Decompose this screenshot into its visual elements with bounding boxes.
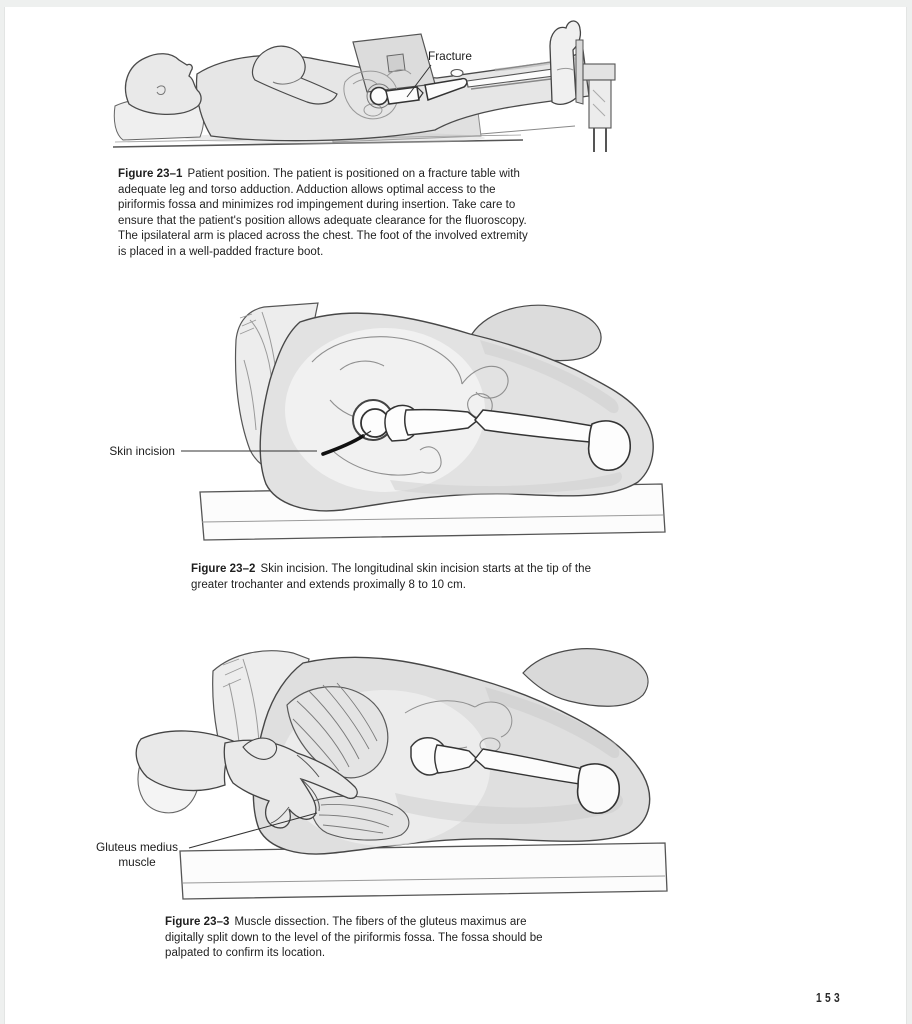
patella xyxy=(451,70,463,77)
figure-23-1-illustration xyxy=(105,10,625,165)
page-number: 153 xyxy=(816,991,843,1005)
gluteus-medius-label-line2: muscle xyxy=(118,855,156,869)
figure-23-3-caption-text: Muscle dissection. The fibers of the gluteus maximus are digitally split down to the level of the piriformis fossa. The fossa should be palpated to confirm its location. xyxy=(165,916,543,960)
figure-23-3-illustration xyxy=(75,643,725,913)
figure-23-1-caption-number: Figure 23–1 xyxy=(118,168,183,180)
contralateral-leg xyxy=(523,649,648,707)
femoral-condyle xyxy=(578,764,620,813)
figure-23-1-caption xyxy=(118,167,530,261)
gluteus-medius-label-line1: Gluteus medius xyxy=(96,840,178,854)
fracture-label: Fracture xyxy=(428,49,472,63)
figure-23-3-caption-number: Figure 23–3 xyxy=(165,916,230,928)
traction-post xyxy=(583,64,615,152)
figure-23-1-caption-text: Patient position. The patient is positioned on a fracture table with adequate leg and torso adduction. Adduction allows optimal access to the piriformis fossa and minimizes rod impingement during insertion. Take care to ensure that the patient's position allows adequate clearance for the fluoroscopy. The ipsilateral arm is placed across the chest. The foot of the involved extremity is placed in a well-padded fracture boot. xyxy=(118,168,528,258)
skin-incision-label: Skin incision xyxy=(109,444,175,458)
figure-23-2-caption-text: Skin incision. The longitudinal skin incision starts at the tip of the greater trochanter and extends proximally 8 to 10 cm. xyxy=(191,563,592,591)
patient-head xyxy=(126,54,202,115)
femoral-condyle xyxy=(589,421,631,470)
figure-23-2-caption xyxy=(191,562,599,593)
figure-23-2-illustration xyxy=(90,300,680,545)
fracture-boot xyxy=(550,21,583,104)
operating-table xyxy=(180,843,667,899)
figure-23-2-caption-number: Figure 23–2 xyxy=(191,563,256,575)
figure-23-3-caption xyxy=(165,915,565,962)
